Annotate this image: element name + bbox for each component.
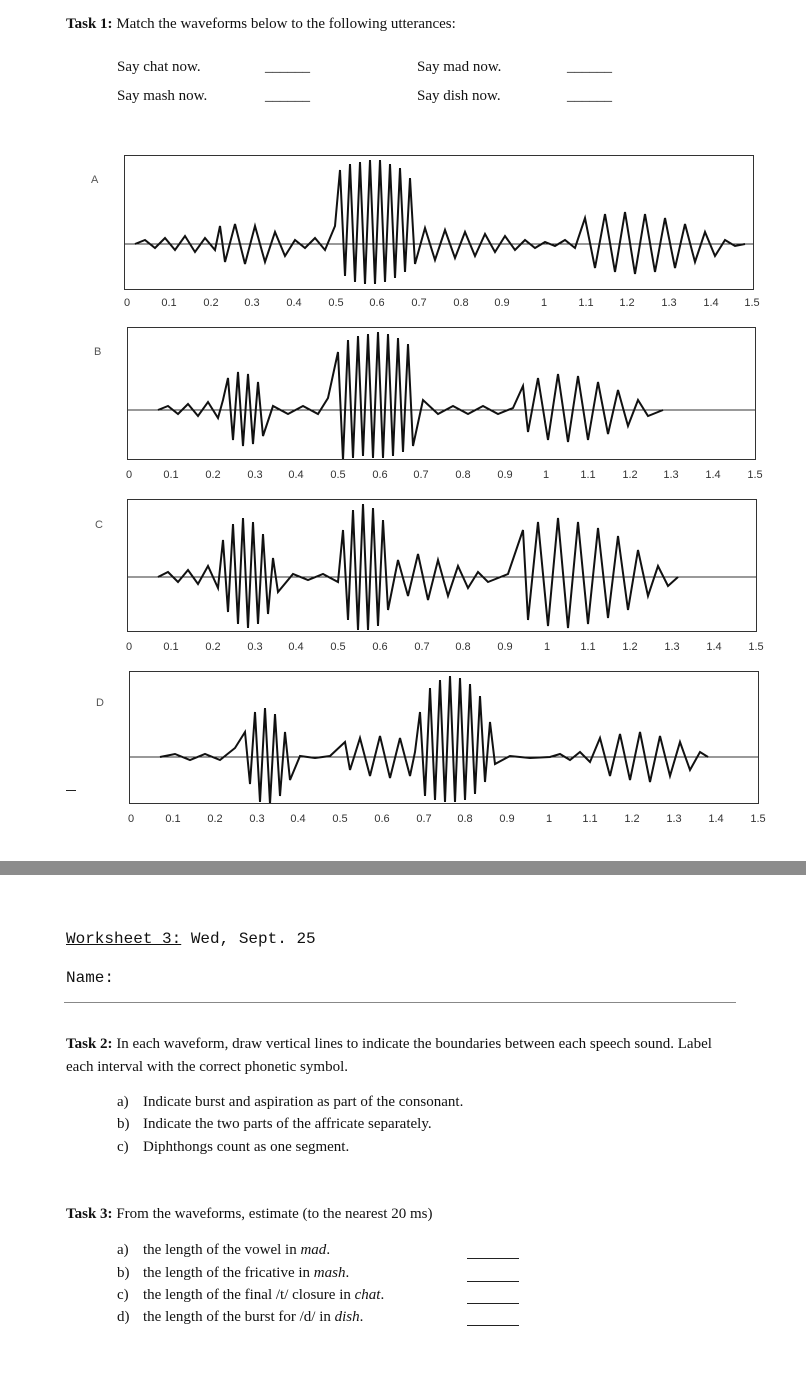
item-pre: the length of the burst for /d/ in (143, 1309, 335, 1325)
tick-label: 0.5 (328, 297, 344, 309)
item-label: c) (117, 1287, 129, 1303)
item-label: a) (117, 1094, 129, 1110)
tick-label: 0.8 (457, 813, 473, 825)
tick-label: 1.1 (582, 813, 598, 825)
task2-item-a (117, 1094, 463, 1111)
waveform-a-svg (125, 156, 753, 289)
worksheet-title-row (66, 930, 316, 948)
name-label: Name: (66, 969, 115, 987)
answer-blank-a[interactable] (467, 1258, 519, 1259)
item-post: . (345, 1265, 350, 1281)
waveform-panel-b (127, 327, 756, 460)
tick-label: 0.3 (247, 641, 263, 653)
task2-item-b (117, 1116, 432, 1133)
waveform-c (158, 504, 678, 630)
item-pre: the length of the fricative in (143, 1265, 314, 1281)
tick-label: 0.5 (330, 641, 346, 653)
utterance-mash: Say mash now. (117, 88, 208, 104)
waveform-d (160, 676, 708, 803)
item-pre: the length of the vowel in (143, 1242, 301, 1258)
tick-label: 0.2 (203, 297, 219, 309)
tick-label: 0.9 (499, 813, 515, 825)
tick-label: 1.5 (748, 641, 764, 653)
tick-label: 0 (127, 813, 135, 825)
task1-label: Task 1: (66, 16, 113, 32)
item-post: . (359, 1309, 364, 1325)
item-label: b) (117, 1116, 130, 1132)
item-pre: the length of the final /t/ closure in (143, 1287, 355, 1303)
item-word: mad (300, 1242, 327, 1258)
utterance-mad-blank[interactable]: ______ (567, 59, 612, 75)
tick-label: 0 (123, 297, 131, 309)
tick-label: 1.3 (661, 297, 677, 309)
utterance-chat-blank[interactable]: ______ (265, 59, 310, 75)
tick-label: 1.1 (580, 469, 596, 481)
ticks-b (125, 469, 763, 485)
answer-blank-c[interactable] (467, 1303, 519, 1304)
tick-label: 0.2 (207, 813, 223, 825)
task2-label: Task 2: (66, 1036, 113, 1052)
worksheet-date: Wed, Sept. 25 (181, 930, 316, 948)
tick-label: 0.4 (290, 813, 306, 825)
tick-label: 1.4 (703, 297, 719, 309)
tick-label: 1.1 (578, 297, 594, 309)
tick-label: 1.1 (580, 641, 596, 653)
tick-label: 0.8 (455, 641, 471, 653)
panel-d-label: D (96, 697, 104, 709)
tick-label: 0.5 (332, 813, 348, 825)
tick-label: 0.6 (369, 297, 385, 309)
tick-label: 0.2 (205, 641, 221, 653)
waveform-c-svg (128, 500, 756, 631)
tick-label: 0.8 (453, 297, 469, 309)
utterance-mash-blank[interactable]: ______ (265, 88, 310, 104)
item-post: . (326, 1242, 331, 1258)
task3-item-d (117, 1309, 363, 1326)
tick-label: 0.8 (455, 469, 471, 481)
task3-label: Task 3: (66, 1206, 113, 1222)
task2-text: In each waveform, draw vertical lines to indicate the boundaries between each speech sound. Label each interval with the correct phonetic symbol. (66, 1036, 712, 1075)
tick-label: 1.5 (744, 297, 760, 309)
tick-label: 0.7 (411, 297, 427, 309)
tick-label: 0.7 (413, 469, 429, 481)
item-word: dish (334, 1309, 360, 1325)
tick-label: 0.3 (249, 813, 265, 825)
task3-item-b (117, 1265, 349, 1282)
name-line[interactable] (64, 1002, 736, 1003)
waveform-a (135, 160, 745, 284)
tick-label: 1.2 (624, 813, 640, 825)
ticks-a (123, 297, 760, 313)
task2-item-c (117, 1139, 349, 1156)
tick-label: 1 (542, 469, 550, 481)
tick-label: 1.2 (619, 297, 635, 309)
tick-label: 0.9 (497, 641, 513, 653)
ticks-c (125, 641, 764, 657)
worksheet-title: Worksheet 3: (66, 930, 182, 948)
tick-label: 0.4 (286, 297, 302, 309)
task3-item-a (117, 1242, 330, 1259)
task1-text: Match the waveforms below to the following utterances: (112, 16, 456, 32)
utterance-dish: Say dish now. (417, 88, 501, 104)
margin-mark (66, 790, 76, 791)
tick-label: 0.9 (497, 469, 513, 481)
tick-label: 1 (543, 641, 551, 653)
tick-label: 1.4 (706, 641, 722, 653)
tick-label: 1.3 (666, 813, 682, 825)
item-post: . (380, 1287, 385, 1303)
tick-label: 0.1 (161, 297, 177, 309)
answer-blank-b[interactable] (467, 1281, 519, 1282)
tick-label: 0.2 (205, 469, 221, 481)
panel-c-label: C (95, 519, 103, 531)
ticks-d (127, 813, 766, 829)
waveform-b (158, 332, 663, 459)
panel-a-label: A (91, 174, 99, 186)
tick-label: 1.2 (622, 469, 638, 481)
waveform-d-svg (130, 672, 758, 803)
tick-label: 0.6 (374, 813, 390, 825)
page-divider (0, 861, 806, 875)
tick-label: 1.4 (708, 813, 724, 825)
tick-label: 0.7 (414, 641, 430, 653)
tick-label: 0 (125, 469, 133, 481)
task3-text: From the waveforms, estimate (to the nearest 20 ms) (112, 1206, 433, 1222)
tick-label: 0.3 (247, 469, 263, 481)
item-word: mash (313, 1265, 346, 1281)
waveform-panel-c (127, 499, 757, 632)
tick-label: 0.9 (494, 297, 510, 309)
tick-label: 0.1 (163, 641, 179, 653)
item-label: b) (117, 1265, 130, 1281)
item-label: c) (117, 1139, 129, 1155)
item-text: Indicate the two parts of the affricate separately. (143, 1116, 432, 1132)
tick-label: 1 (545, 813, 553, 825)
waveform-panel-d (129, 671, 759, 804)
waveform-b-svg (128, 328, 755, 459)
waveform-panel-a (124, 155, 754, 290)
item-text: Diphthongs count as one segment. (143, 1139, 350, 1155)
task2-heading (66, 1033, 738, 1079)
tick-label: 0.6 (372, 469, 388, 481)
tick-label: 0.5 (330, 469, 346, 481)
task1-heading (66, 16, 456, 33)
item-word: chat (354, 1287, 381, 1303)
tick-label: 1.3 (664, 641, 680, 653)
tick-label: 0.4 (288, 641, 304, 653)
tick-label: 0.1 (163, 469, 179, 481)
utterance-chat: Say chat now. (117, 59, 201, 75)
task3-heading (66, 1206, 432, 1223)
tick-label: 1.5 (750, 813, 766, 825)
tick-label: 1.4 (705, 469, 721, 481)
tick-label: 1 (540, 297, 548, 309)
tick-label: 0.1 (165, 813, 181, 825)
tick-label: 0.6 (372, 641, 388, 653)
tick-label: 1.3 (663, 469, 679, 481)
item-label: d) (117, 1309, 130, 1325)
task3-item-c (117, 1287, 384, 1304)
item-label: a) (117, 1242, 129, 1258)
answer-blank-d[interactable] (467, 1325, 519, 1326)
tick-label: 0.3 (244, 297, 260, 309)
tick-label: 0.4 (288, 469, 304, 481)
utterance-dish-blank[interactable]: ______ (567, 88, 612, 104)
item-text: Indicate burst and aspiration as part of the consonant. (143, 1094, 464, 1110)
utterance-mad: Say mad now. (417, 59, 502, 75)
tick-label: 0 (125, 641, 133, 653)
tick-label: 1.5 (747, 469, 763, 481)
tick-label: 1.2 (622, 641, 638, 653)
tick-label: 0.7 (416, 813, 432, 825)
panel-b-label: B (94, 346, 102, 358)
